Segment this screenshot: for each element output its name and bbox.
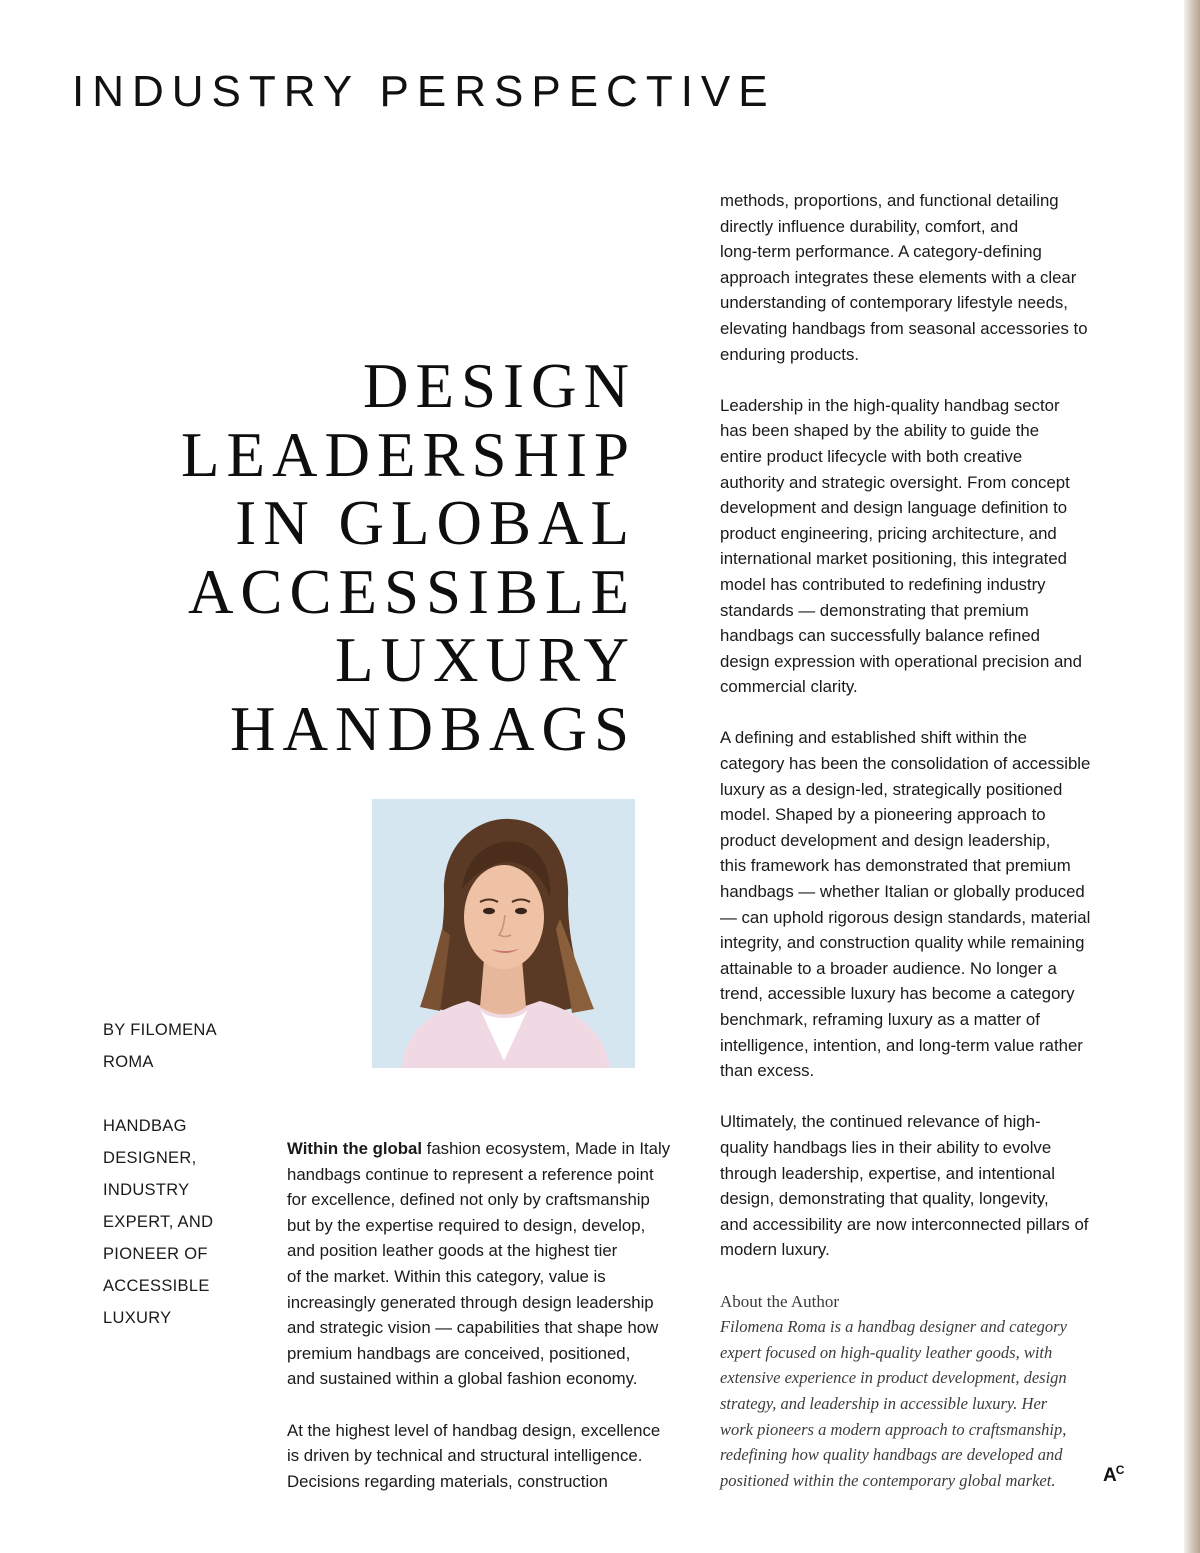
article-line: of the market. Within this category, value is (287, 1266, 606, 1286)
article-line: has been shaped by the ability to guide the (720, 421, 1040, 441)
article-line: and accessibility are now interconnected pillars of (720, 1214, 1089, 1234)
lead-in: Within the global (287, 1139, 423, 1158)
article-line: category has been the consolidation of accessible (720, 754, 1091, 774)
article-line: and position leather goods at the highest tier (287, 1241, 618, 1261)
author-role (103, 1110, 253, 1334)
article-paragraph (720, 1109, 1140, 1263)
about-line: expert focused on high-quality leather goods, with (720, 1342, 1053, 1362)
article-line: handbags — whether Italian or globally produced (720, 882, 1085, 902)
article-line: handbags continue to represent a reference point (287, 1164, 654, 1184)
article-line: intelligence, intention, and long-term value rather (720, 1035, 1083, 1055)
article-line: is driven by technical and structural intelligence. (287, 1446, 643, 1466)
byline-line: BY FILOMENA (103, 1021, 217, 1039)
article-line: development and design language definition to (720, 498, 1068, 518)
article-line: benchmark, reframing luxury as a matter of (720, 1010, 1040, 1029)
author-portrait-illustration (372, 799, 635, 1068)
page-edge-strip (1184, 0, 1200, 1553)
article-line: model has contributed to redefining industry (720, 574, 1046, 594)
article-line: product development and design leadership, (720, 830, 1051, 850)
article-line: international market positioning, this integrated (720, 549, 1068, 569)
headline-line: IN GLOBAL (235, 488, 636, 558)
article-line: through leadership, expertise, and intentional (720, 1163, 1055, 1183)
article-line: elevating handbags from seasonal accessories to (720, 318, 1088, 338)
logo-letter: A (1103, 1465, 1116, 1486)
about-line: redefining how quality handbags are developed and (720, 1445, 1063, 1465)
about-the-author (720, 1289, 1140, 1494)
article-paragraph (287, 1136, 707, 1392)
role-line: DESIGNER, (103, 1149, 197, 1167)
about-line: Filomena Roma is a handbag designer and category (720, 1317, 1067, 1337)
about-line: work pioneers a modern approach to craftsmanship, (720, 1419, 1067, 1439)
lead-rest: fashion ecosystem, Made in Italy (422, 1139, 671, 1158)
article-paragraph (720, 393, 1140, 700)
article-line: long-term performance. A category-defining (720, 242, 1042, 262)
author-photo (372, 799, 635, 1068)
article-line: Decisions regarding materials, construction (287, 1471, 608, 1491)
about-line: positioned within the contemporary global market. (720, 1470, 1056, 1490)
article-line (287, 1136, 707, 1162)
article-line: this framework has demonstrated that premium (720, 856, 1071, 876)
article-line: and strategic vision — capabilities that shape how (287, 1318, 659, 1338)
role-line: EXPERT, AND (103, 1213, 214, 1231)
article-line: directly influence durability, comfort, and (720, 216, 1019, 236)
headline-line: LEADERSHIP (180, 419, 636, 490)
article-line: integrity, and construction quality while remaining (720, 933, 1085, 953)
article-line: Leadership in the high-quality handbag sector (720, 395, 1060, 415)
publication-logo (1103, 1463, 1123, 1487)
headline-line: DESIGN (363, 351, 636, 421)
article-line: than excess. (720, 1061, 815, 1081)
byline-line: ROMA (103, 1053, 154, 1071)
role-line: HANDBAG (103, 1117, 187, 1135)
article-line: enduring products. (720, 344, 860, 364)
headline-line: ACCESSIBLE (187, 556, 636, 627)
article-line: — can uphold rigorous design standards, material (720, 907, 1091, 927)
article-line: methods, proportions, and functional detailing (720, 191, 1059, 210)
headline (181, 352, 636, 763)
article-line: modern luxury. (720, 1240, 830, 1260)
article-line: quality handbags lies in their ability to evolve (720, 1137, 1052, 1157)
article-line: premium handbags are conceived, positioned, (287, 1343, 631, 1363)
article-line: product engineering, pricing architecture, and (720, 523, 1057, 543)
article-paragraph (720, 725, 1140, 1083)
article-line: understanding of contemporary lifestyle needs, (720, 293, 1068, 313)
author-name (103, 1014, 253, 1078)
article-line: commercial clarity. (720, 677, 858, 697)
about-line: extensive experience in product development, design (720, 1368, 1067, 1388)
about-body (720, 1314, 1140, 1493)
article-column-right (720, 188, 1140, 1493)
article-line: luxury as a design-led, strategically positioned (720, 779, 1063, 799)
article-paragraph (720, 188, 1140, 367)
about-line: strategy, and leadership in accessible luxury. Her (720, 1393, 1048, 1413)
headline-line: LUXURY (334, 625, 636, 695)
role-line: ACCESSIBLE (103, 1277, 210, 1295)
article-line: handbags can successfully balance refined (720, 626, 1040, 646)
article-line: attainable to a broader audience. No longer a (720, 958, 1057, 978)
role-line: LUXURY (103, 1309, 172, 1327)
role-line: INDUSTRY (103, 1181, 190, 1199)
article-line: model. Shaped by a pioneering approach to (720, 805, 1046, 825)
headline-line: HANDBAGS (229, 693, 636, 764)
article-line: At the highest level of handbag design, excellence (287, 1420, 661, 1440)
about-title: About the Author (720, 1291, 839, 1311)
article-line: Ultimately, the continued relevance of high- (720, 1112, 1041, 1132)
article-line: authority and strategic oversight. From concept (720, 472, 1070, 492)
article-line: approach integrates these elements with a clear (720, 267, 1077, 287)
article-line: A defining and established shift within the (720, 728, 1027, 748)
article-line: design, demonstrating that quality, longevity, (720, 1189, 1049, 1209)
article-line: but by the expertise required to design, develop, (287, 1215, 646, 1235)
article-line: standards — demonstrating that premium (720, 600, 1029, 620)
article-line: for excellence, defined not only by craftsmanship (287, 1190, 650, 1210)
article-line: design expression with operational precision and (720, 651, 1082, 671)
article-paragraph (287, 1418, 707, 1495)
article-line: entire product lifecycle with both creative (720, 446, 1023, 466)
article-line: increasingly generated through design leadership (287, 1292, 654, 1312)
logo-superscript: C (1115, 1463, 1124, 1477)
section-label: INDUSTRY PERSPECTIVE (72, 67, 776, 116)
article-line: and sustained within a global fashion economy. (287, 1369, 638, 1389)
role-line: PIONEER OF (103, 1245, 208, 1263)
article-line: trend, accessible luxury has become a category (720, 984, 1075, 1004)
byline (103, 1014, 253, 1334)
article-column-left (287, 1136, 707, 1520)
